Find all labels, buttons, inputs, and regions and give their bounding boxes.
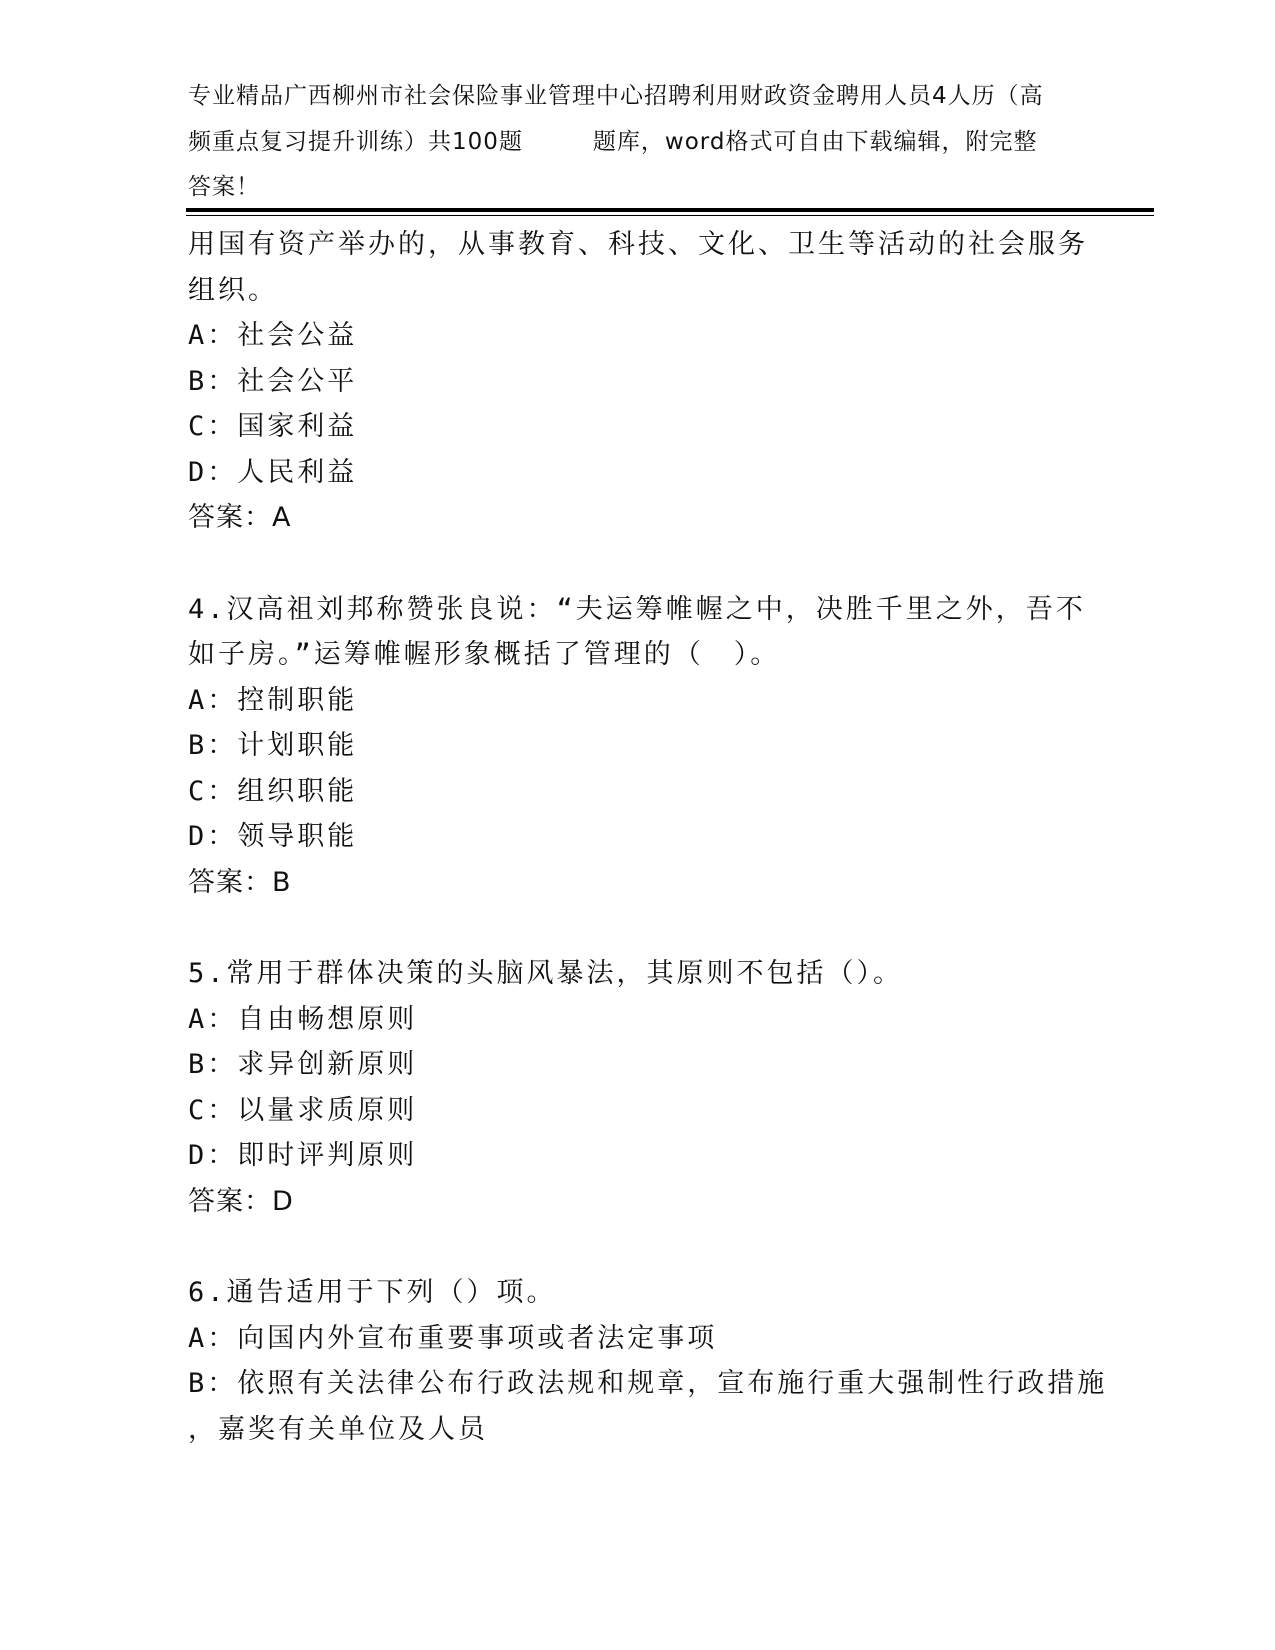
question-stem-line: 6.通告适用于下列（）项。 <box>188 1277 557 1308</box>
question-stem-line: 5.常用于群体决策的头脑风暴法，其原则不包括（）。 <box>188 958 904 989</box>
option-c: C：以量求质原则 <box>188 1094 418 1126</box>
header-divider-thin <box>186 215 1154 216</box>
option-b: B：计划职能 <box>188 730 358 761</box>
option-b: B：依照有关法律公布行政法规和规章，宣布施行重大强制性行政措施 <box>188 1368 1108 1399</box>
question-stem-line: 4.汉高祖刘邦称赞张良说：“夫运筹帷幄之中，决胜千里之外，吾不 <box>188 593 1086 625</box>
question-3 <box>188 222 1138 541</box>
answer-label: 答案：A <box>188 502 292 533</box>
option-c: C：国家利益 <box>188 411 358 442</box>
option-a: A：控制职能 <box>188 684 358 716</box>
question-4 <box>188 587 1138 906</box>
answer-label: 答案：D <box>188 1185 294 1217</box>
question-stem-line: 组织。 <box>188 274 278 306</box>
option-a: A：社会公益 <box>188 320 358 351</box>
header-line-3: 答案！ <box>188 174 260 200</box>
question-6 <box>188 1270 1138 1452</box>
question-stem-line: 如子房。”运筹帷幄形象概括了管理的（ ）。 <box>188 639 781 670</box>
question-list <box>188 222 1138 1452</box>
header-line-1: 专业精品广西柳州市社会保险事业管理中心招聘利用财政资金聘用人员4人历（高 <box>188 83 1044 109</box>
header-line-2a: 频重点复习提升训练）共100题 <box>188 128 523 155</box>
option-d: D：领导职能 <box>188 821 358 852</box>
document-header <box>188 74 1088 211</box>
option-a: A：自由畅想原则 <box>188 1003 418 1035</box>
header-line-2 <box>188 120 1088 166</box>
option-b: B：求异创新原则 <box>188 1049 418 1080</box>
option-b: B：社会公平 <box>188 365 358 397</box>
option-d: D：即时评判原则 <box>188 1140 418 1171</box>
answer-label: 答案：B <box>188 866 292 898</box>
option-d: D：人民利益 <box>188 456 358 488</box>
option-a: A：向国内外宣布重要事项或者法定事项 <box>188 1322 718 1354</box>
header-divider-thick <box>186 208 1154 212</box>
question-5 <box>188 951 1138 1224</box>
question-stem-line: 用国有资产举办的，从事教育、科技、文化、卫生等活动的社会服务 <box>188 229 1088 260</box>
header-line-2b: 题库，word格式可自由下载编辑，附完整 <box>592 128 1038 155</box>
option-c: C：组织职能 <box>188 775 358 807</box>
option-b-continued: ，嘉奖有关单位及人员 <box>188 1413 488 1445</box>
